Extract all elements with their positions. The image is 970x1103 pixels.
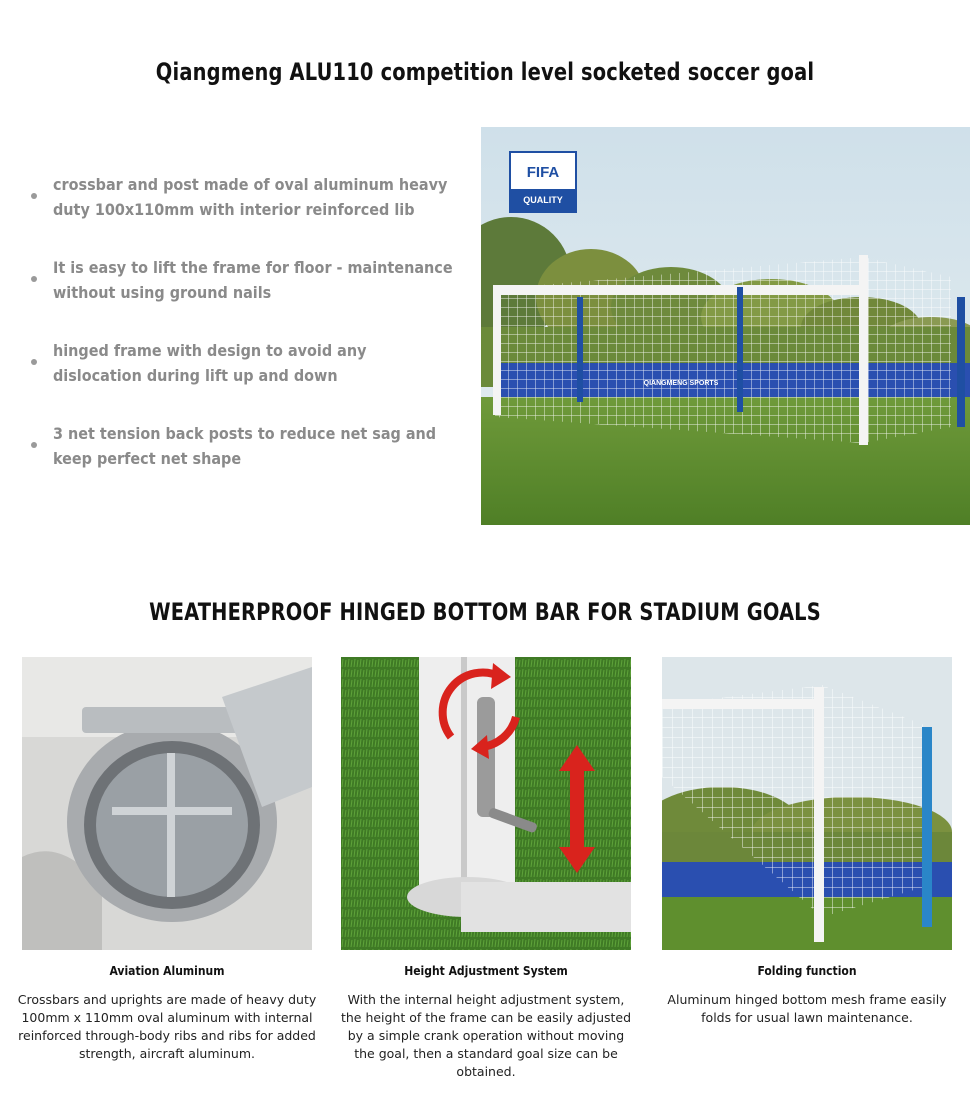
aluminum-profile-photo bbox=[22, 657, 312, 950]
feature-text: hinged frame with design to avoid any dislocation during lift up and down bbox=[53, 341, 367, 385]
card-title: Folding function bbox=[757, 964, 857, 978]
card-text: With the internal height adjustment system, the height of the frame can be easily adjusted by a simple crank operation without moving the goal, then a standard goal size can be obtained. bbox=[340, 992, 632, 1079]
section-title: WEATHERPROOF HINGED BOTTOM BAR FOR STADIUM GOALS bbox=[149, 598, 821, 626]
card-title: Height Adjustment System bbox=[404, 964, 568, 978]
feature-text: crossbar and post made of oval aluminum heavy duty 100x110mm with interior reinforced lib bbox=[53, 175, 448, 219]
height-adjustment-photo bbox=[341, 657, 631, 950]
fifa-badge-text: FIFA bbox=[526, 164, 560, 181]
bullet-icon bbox=[31, 359, 37, 365]
list-item bbox=[28, 255, 458, 338]
page-title: Qiangmeng ALU110 competition level socketed soccer goal bbox=[155, 58, 815, 86]
feature-list bbox=[28, 172, 458, 504]
feature-text: It is easy to lift the frame for floor - maintenance without using ground nails bbox=[53, 258, 453, 302]
feature-text: 3 net tension back posts to reduce net sag and keep perfect net shape bbox=[53, 424, 437, 468]
list-item bbox=[28, 421, 458, 504]
card-text: Aluminum hinged bottom mesh frame easily folds for usual lawn maintenance. bbox=[667, 992, 947, 1025]
list-item bbox=[28, 172, 458, 255]
folding-goal-photo bbox=[662, 657, 952, 950]
fifa-badge-quality: QUALITY bbox=[523, 195, 563, 205]
bullet-icon bbox=[31, 276, 37, 282]
card-text: Crossbars and uprights are made of heavy duty 100mm x 110mm oval aluminum with internal reinforced through-body ribs and ribs for added strength, aircraft aluminum. bbox=[17, 992, 317, 1061]
banner-text: QIANGMENG SPORTS bbox=[643, 380, 719, 387]
hero-goal-photo bbox=[481, 127, 970, 525]
bullet-icon bbox=[31, 193, 37, 199]
list-item bbox=[28, 338, 458, 421]
card-title: Aviation Aluminum bbox=[109, 964, 225, 978]
bullet-icon bbox=[31, 442, 37, 448]
